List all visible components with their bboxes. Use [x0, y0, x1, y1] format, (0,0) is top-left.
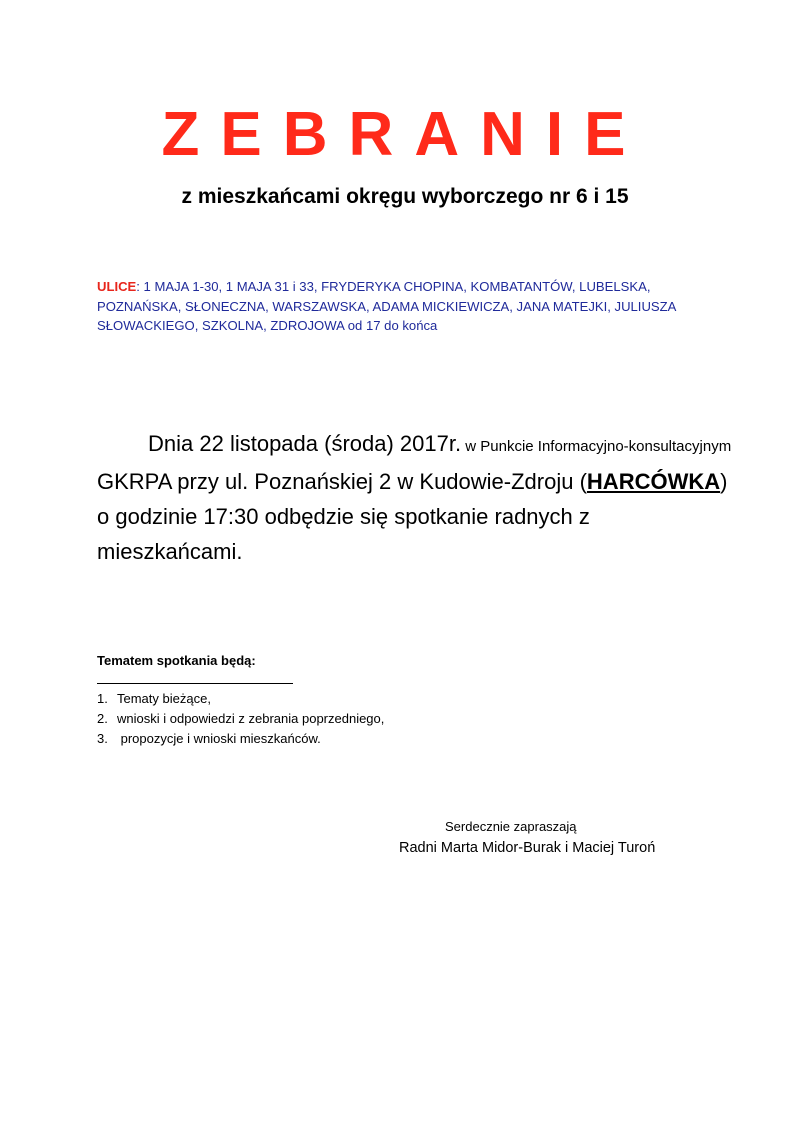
document-title: ZEBRANIE — [161, 100, 647, 169]
announcement-venue: w Punkcie Informacyjno-konsultacyjnym — [461, 438, 732, 455]
list-item — [97, 689, 497, 709]
list-item — [97, 709, 497, 729]
topics-divider — [97, 671, 293, 684]
invitation-text: Serdecznie zapraszają — [445, 819, 577, 834]
announcement-paragraph — [97, 426, 737, 569]
announcement-time: ) o godzinie 17:30 odbędzie się spotkanie radnych z mieszkańcami. — [97, 469, 728, 564]
list-item-number: 1. — [97, 691, 108, 706]
streets-list: 1 MAJA 1-30, 1 MAJA 31 i 33, FRYDERYKA CHOPINA, KOMBATANTÓW, LUBELSKA, POZNAŃSKA, SŁONECZNA, WARSZAWSKA, ADAMA MICKIEWICZA, JANA MATEJKI, JULIUSZA SŁOWACKIEGO, SZKOLNA, ZDROJOWA od 17 do końca — [97, 279, 676, 333]
topics-section — [97, 651, 497, 749]
announcement-address: GKRPA przy ul. Poznańskiej 2 w Kudowie-Zdroju ( — [97, 469, 587, 494]
list-item-text: Tematy bieżące, — [117, 691, 211, 706]
streets-label: ULICE — [97, 279, 137, 294]
document-subtitle: z mieszkańcami okręgu wyborczego nr 6 i 15 — [181, 185, 629, 208]
list-item-text: wnioski i odpowiedzi z zebrania poprzedniego, — [117, 711, 385, 726]
list-item-number: 2. — [97, 711, 108, 726]
topics-heading: Tematem spotkania będą: — [97, 653, 256, 668]
announcement-date: Dnia 22 listopada (środa) 2017r. — [148, 431, 462, 456]
list-item — [97, 729, 497, 749]
list-item-number: 3. — [97, 731, 108, 746]
list-item-text: propozycje i wnioski mieszkańców. — [117, 731, 321, 746]
streets-paragraph — [97, 277, 717, 336]
streets-label-separator: : — [136, 279, 140, 294]
announcement-place-name: HARCÓWKA — [586, 469, 721, 494]
signers-text: Radni Marta Midor-Burak i Maciej Turoń — [399, 840, 656, 856]
